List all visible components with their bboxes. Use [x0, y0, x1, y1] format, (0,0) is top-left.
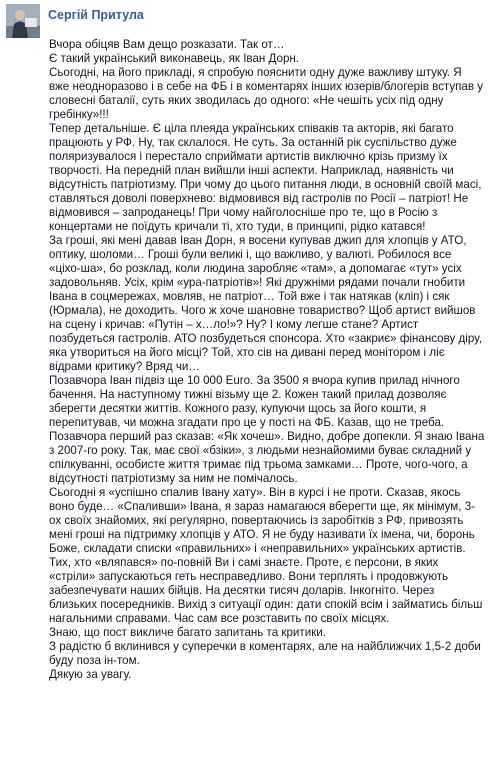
- post-paragraph: Знаю, що пост викличе багато запитань та критики.: [49, 626, 326, 639]
- post-paragraph: Тепер детальніше. Є ціла плеяда українських співаків та акторів, які багато працюють у РФ. Ну, так склалося. Не суть. За останній рік суспільство дуже поляризувалося і перестало сприймати артистів виключно крізь призму їх творчості. На передній план вийшли інші аспекти. Наприклад, наявність чи відсутність патріотизму. При чому до цього питання люди, в основній своїй масі, ставляться доволі поверхнево: відмовився від гастролів по Росії – патріот! Не відмовився – запроданець! При чому найголосніше про те, що в Росію з концертами не поїдуть кричали ті, хто туди, в принципі, рідко катався!: [49, 122, 482, 233]
- post-paragraph: З радістю б вклинився у суперечки в коментарях, але на найближчих 1,5-2 доби буду поза ін-том.: [49, 640, 481, 667]
- post-paragraph: Сьогодні, на його прикладі, я спробую пояснити одну дуже важливу штуку. Я вже неодноразово і в себе на ФБ і в коментарях інших юзерів/блогерів вступав у словесні баталії, суть яких зводилась до одного: «Не чешіть усіх під одну гребінку»!!!: [49, 66, 484, 121]
- post-paragraph: Вчора обіцяв Вам дещо розказати. Так от… Є такий український виконавець, як Іван Дорн.: [49, 38, 300, 65]
- post-paragraph: Сьогодні я «успішно спалив Івану хату». Він в курсі і не проти. Сказав, якось воно буде… «Спаливши» Івана, я зараз намагаюся вберегти ще, як мінімум, 3-ох своїх знайомих, які регулярно, повертаючись із заробітків з РФ, привозять мені гроші на підтримку хлопців у АТО. Я не буду називати їх імена, чи, боронь Боже, складати списки «правильних» і «неправильних» українських артистів. Тих, хто «вляпався» по-повній Ви і самі знаєте. Проте, є персони, в яких «стріли» запускаються геть несправедливо. Вони терплять і продовжують забезпечувати наших бійців. На десятки тисяч доларів. Інкогніто. Через близьких посередників. Вихід з ситуації один: дати спокій всім і займатись більш нагальними справами. Час сам все розставить по своїх місцях.: [49, 486, 483, 625]
- person-photo-icon: [6, 4, 40, 38]
- post-paragraph: Позавчора Іван підвіз ще 10 000 Euro. За 3500 я вчора купив прилад нічного бачення. На наступному тижні візьму ще 2. Кожен такий прилад дозволяє зберегти десятки життів. Кожного разу, купуючи щось за його кошти, я перепитував, чи можна згадати про це у пості на ФБ. Казав, що не треба. Позавчора перший раз сказав: «Як хочеш». Видно, добре допекли. Я знаю Івана з 2007-го року. Так, має свої «бзіки», з людьми незнайомими буває складний у спілкуванні, особисте життя тримає під трьома замками… Проте, чого-чого, а відсутності патріотизму за ним не помічалось.: [49, 374, 485, 485]
- author-name-link[interactable]: Сергій Притула: [48, 8, 144, 22]
- avatar[interactable]: [6, 4, 40, 38]
- post-paragraph: Дякую за увагу.: [49, 668, 132, 681]
- post-paragraph: За гроші, які мені давав Іван Дорн, я восени купував джип для хлопців у АТО, оптику, шоломи… Гроші були великі і, що важливо, у валюті. Робилося все «ціхо-ша», бо розклад, коли людина заробляє «там», а допомагає «тут» усіх задовольняв. Усіх, крім «ура-патріотів»! Які дружніми рядами почали гнобити Івана в соцмережах, мовляв, не патріот… Той вже і так натякав (кліп) і сяк (Юрмала), не доходить. Чого ж хоче шановне товариство? Щоб артист вийшов на сцену і кричав: «Путін – х…ло!»? Ну? І кому легше стане? Артист позбудеться гастролів. АТО позбудеться спонсора. Хто «закриє» фінансову діру, яка утвориться на його місці? Той, хто сів на дивані перед монітором і ліє відрами критику? Вряд чи…: [49, 234, 483, 373]
- post-body: [49, 38, 485, 682]
